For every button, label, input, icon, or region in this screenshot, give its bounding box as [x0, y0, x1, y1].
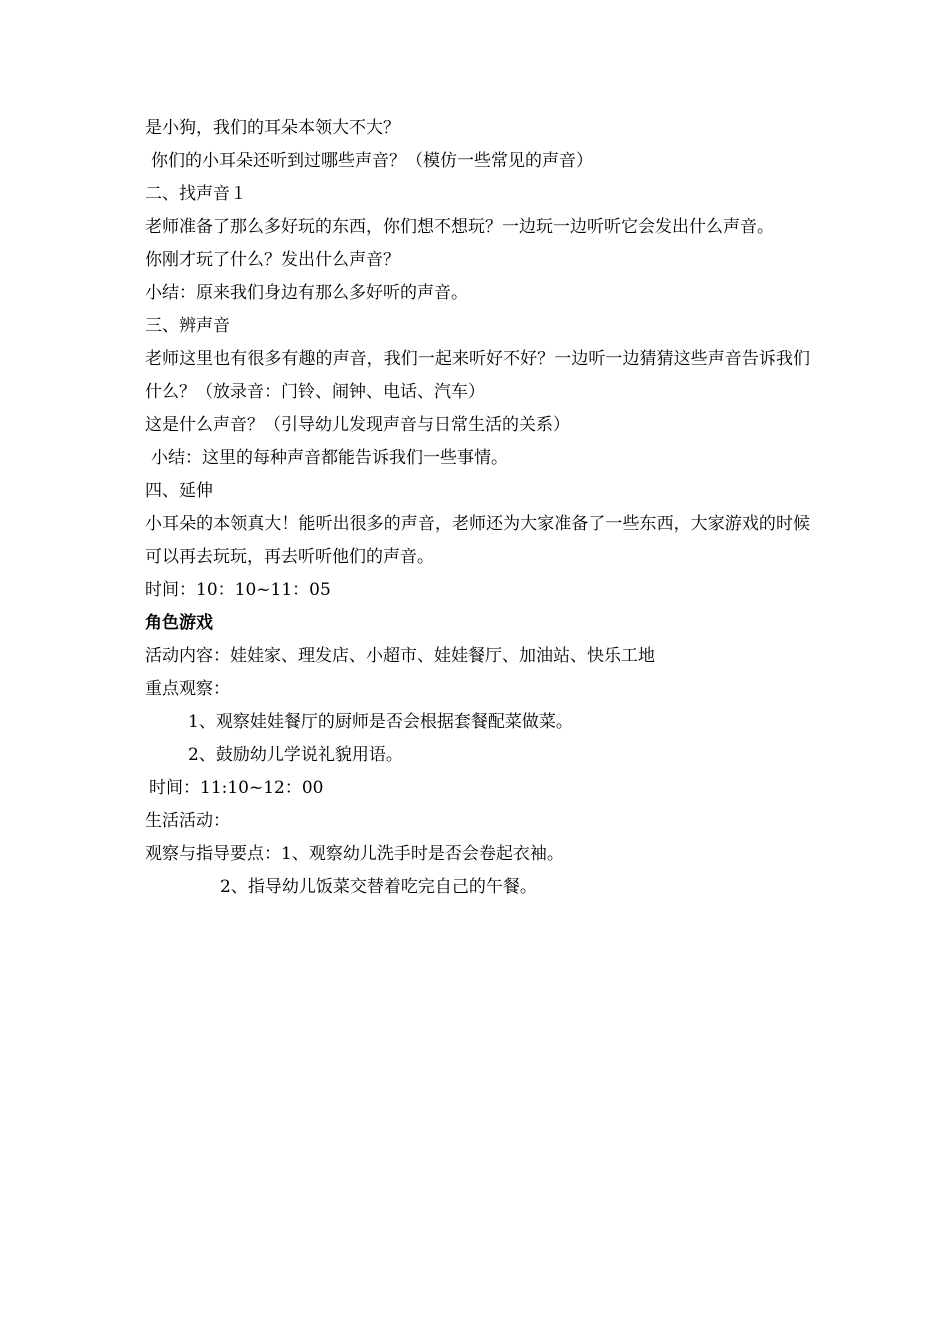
text-line: 观察与指导要点：1、观察幼儿洗手时是否会卷起衣袖。	[145, 844, 564, 864]
list-item: 1、观察娃娃餐厅的厨师是否会根据套餐配菜做菜。	[188, 712, 573, 732]
text-line: 这是什么声音？（引导幼儿发现声音与日常生活的关系）	[145, 415, 570, 435]
time-line: 时间：10：10~11：05	[145, 580, 331, 600]
paragraph: 老师这里也有很多有趣的声音，我们一起来听好不好？一边听一边猜猜这些声音告诉我们什么？（放录音：门铃、闹钟、电话、汽车）	[145, 349, 810, 402]
time-line: 时间：11:10~12：00	[149, 778, 324, 798]
document-body	[145, 112, 815, 904]
text-line: 是小狗，我们的耳朵本领大不大？	[145, 118, 400, 138]
paragraph: 老师准备了那么多好玩的东西，你们想不想玩？一边玩一边听听它会发出什么声音。	[145, 217, 774, 237]
section-heading: 四、延伸	[145, 481, 213, 501]
section-heading: 三、辨声音	[145, 316, 230, 336]
text-line: 活动内容：娃娃家、理发店、小超市、娃娃餐厅、加油站、快乐工地	[145, 646, 655, 666]
text-line: 小结：原来我们身边有那么多好听的声音。	[145, 283, 468, 303]
activity-heading: 角色游戏	[145, 613, 213, 633]
section-heading: 二、找声音１	[145, 184, 247, 204]
text-line: 你们的小耳朵还听到过哪些声音？（模仿一些常见的声音）	[151, 151, 593, 171]
text-line: 小结：这里的每种声音都能告诉我们一些事情。	[151, 448, 508, 468]
list-item: 2、鼓励幼儿学说礼貌用语。	[188, 745, 403, 765]
text-line: 你刚才玩了什么？发出什么声音？	[145, 250, 400, 270]
text-line: 重点观察：	[145, 679, 230, 699]
list-item: 2、指导幼儿饭菜交替着吃完自己的午餐。	[220, 877, 537, 897]
paragraph: 小耳朵的本领真大！能听出很多的声音，老师还为大家准备了一些东西，大家游戏的时候可以再去玩玩，再去听听他们的声音。	[145, 514, 810, 567]
text-line: 生活活动：	[145, 811, 230, 831]
